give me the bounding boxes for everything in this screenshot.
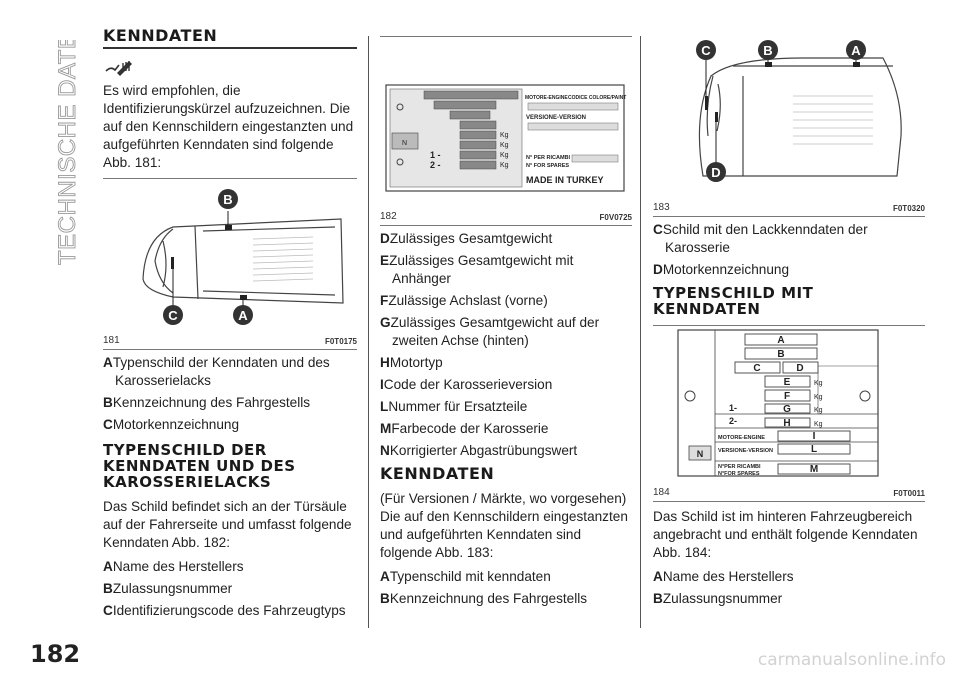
svg-text:A: A — [777, 335, 785, 346]
svg-text:Kg: Kg — [500, 152, 509, 159]
svg-text:1-: 1- — [729, 403, 738, 413]
list-item: CIdentifizierungscode des Fahrzeugtyps — [103, 603, 346, 618]
marker-d — [715, 112, 718, 122]
figure-code: F0V0725 — [599, 213, 632, 222]
svg-text:N°PER RICAMBI: N°PER RICAMBI — [718, 464, 761, 470]
column-1 — [103, 28, 357, 624]
intro-paragraph: Es wird empfohlen, die Identifizierungskürzel aufzuzeichnen. Die auf den Kennschildern eingestanzten und aufgeführten Kenndaten sind folgende Abb. 181: — [103, 83, 354, 170]
svg-text:C: C — [168, 308, 178, 323]
svg-text:CODICE COLORE/PAINT: CODICE COLORE/PAINT — [568, 95, 627, 101]
svg-text:2-: 2- — [729, 416, 738, 426]
svg-text:MOTORE-ENGINE: MOTORE-ENGINE — [525, 95, 568, 101]
page-number: 182 — [30, 640, 81, 668]
section-heading-kenndaten-2: KENNDATEN — [380, 464, 495, 483]
figure-183 — [653, 36, 925, 217]
svg-text:N° PER RICAMBI: N° PER RICAMBI — [526, 155, 571, 161]
figure-caption: 181 — [103, 335, 120, 346]
list-item: EZulässiges Gesamtgewicht mit Anhänger — [380, 253, 574, 286]
svg-text:B: B — [223, 192, 233, 207]
figure-181 — [103, 178, 357, 350]
svg-text:Kg: Kg — [500, 142, 509, 149]
column-2 — [380, 28, 632, 612]
svg-text:C: C — [753, 363, 761, 374]
side-title — [53, 40, 83, 270]
list-item: NKorrigierter Abgastrübungswert — [380, 443, 578, 458]
svg-text:B: B — [763, 43, 773, 58]
svg-text:E: E — [783, 377, 791, 388]
svg-text:B: B — [777, 349, 785, 360]
van-top-view-181 — [103, 179, 357, 329]
marker-c — [171, 257, 174, 269]
figure-caption: 182 — [380, 211, 397, 222]
svg-text:G: G — [783, 404, 791, 415]
figure-182 — [380, 36, 632, 226]
list-item: DZulässiges Gesamtgewicht — [380, 231, 553, 246]
svg-text:D: D — [711, 165, 721, 180]
marker-a — [240, 295, 247, 300]
svg-text:H: H — [783, 418, 791, 429]
figure-caption: 184 — [653, 487, 670, 498]
heading-rule — [103, 47, 357, 49]
figure-caption: 183 — [653, 202, 670, 213]
svg-text:Kg: Kg — [814, 407, 823, 414]
vin-plate-182 — [380, 37, 632, 202]
watermark: carmanualsonline.info — [757, 650, 946, 670]
list-item: AName des Herstellers — [653, 569, 794, 584]
svg-text:Kg: Kg — [500, 132, 509, 139]
svg-text:I: I — [812, 431, 816, 442]
section-heading-kenndaten: KENNDATEN — [103, 26, 218, 45]
marker-c — [705, 96, 708, 110]
list-item: DMotorkennzeichnung — [653, 262, 790, 277]
list-item: ATypenschild der Kenndaten und des Karosserielacks — [103, 355, 330, 388]
svg-text:A: A — [851, 43, 861, 58]
svg-text:MOTORE-ENGINE: MOTORE-ENGINE — [718, 435, 765, 441]
vin-plate-184 — [653, 326, 925, 484]
svg-text:2 -: 2 - — [430, 160, 441, 170]
list-item: CSchild mit den Lackkenndaten der Karosserie — [653, 222, 868, 255]
svg-text:MADE IN TURKEY: MADE IN TURKEY — [526, 175, 604, 185]
side-title-text: TECHNISCHE DATEN — [54, 40, 81, 265]
svg-text:N: N — [402, 140, 408, 147]
svg-text:D: D — [796, 363, 804, 374]
marker-b — [765, 62, 772, 67]
figure-code: F0T0320 — [892, 204, 925, 213]
van-top-view-183 — [653, 36, 925, 196]
svg-text:1 -: 1 - — [430, 150, 441, 160]
svg-text:N°FOR SPARES: N°FOR SPARES — [718, 471, 760, 477]
svg-text:C: C — [701, 43, 711, 58]
figure-code: F0T0175 — [324, 337, 357, 346]
svg-text:Kg: Kg — [814, 394, 823, 401]
column-divider — [368, 36, 369, 628]
paragraph: Das Schild ist im hinteren Fahrzeugbereich angebracht und enthält folgende Kenndaten Abb. 184: — [653, 509, 918, 560]
section-heading-typenschild: TYPENSCHILD DER KENNDATEN UND DES KAROSSERIELACKS — [103, 441, 296, 491]
figure-code: F0T0011 — [893, 489, 925, 498]
paragraph: (Für Versionen / Märkte, wo vorgesehen) — [380, 491, 627, 506]
svg-text:Kg: Kg — [500, 162, 509, 169]
list-item: GZulässiges Gesamtgewicht auf der zweiten Achse (hinten) — [380, 315, 600, 348]
paragraph: Die auf den Kennschildern eingestanzten und aufgeführten Kenndaten sind folgende Abb. 183: — [380, 509, 628, 560]
list-item: HMotortyp — [380, 355, 443, 370]
svg-text:N° FOR SPARES: N° FOR SPARES — [526, 163, 570, 169]
list-item: BKennzeichnung des Fahrgestells — [380, 591, 588, 606]
section-heading-typenschild-mit: TYPENSCHILD MIT KENNDATEN — [653, 284, 814, 318]
list-item: BZulassungsnummer — [103, 581, 233, 596]
svg-text:N: N — [696, 449, 704, 459]
list-item: MFarbecode der Karosserie — [380, 421, 549, 436]
paragraph: Das Schild befindet sich an der Türsäule auf der Fahrerseite und umfasst folgende Kenndaten Abb. 182: — [103, 499, 352, 550]
marker-a — [853, 62, 860, 67]
column-divider — [640, 36, 641, 628]
list-item: CMotorkennzeichnung — [103, 417, 240, 432]
list-item: BZulassungsnummer — [653, 591, 783, 606]
list-item: AName des Herstellers — [103, 559, 244, 574]
list-item: FZulässige Achslast (vorne) — [380, 293, 548, 308]
svg-text:F: F — [783, 391, 791, 402]
figure-184 — [653, 325, 925, 502]
list-item: LNummer für Ersatzteile — [380, 399, 528, 414]
svg-text:Kg: Kg — [814, 421, 823, 428]
svg-text:VERSIONE-VERSION: VERSIONE-VERSION — [718, 448, 774, 454]
write-hint-icon — [103, 57, 139, 82]
svg-text:L: L — [810, 444, 818, 455]
list-item: ICode der Karosserieversion — [380, 377, 553, 392]
list-item: BKennzeichnung des Fahrgestells — [103, 395, 311, 410]
marker-b — [225, 225, 232, 230]
svg-text:VERSIONE-VERSION: VERSIONE-VERSION — [526, 115, 587, 121]
column-3 — [653, 28, 925, 612]
svg-text:A: A — [238, 308, 248, 323]
svg-text:M: M — [809, 464, 819, 475]
svg-text:Kg: Kg — [814, 380, 823, 387]
list-item: ATypenschild mit kenndaten — [380, 569, 551, 584]
